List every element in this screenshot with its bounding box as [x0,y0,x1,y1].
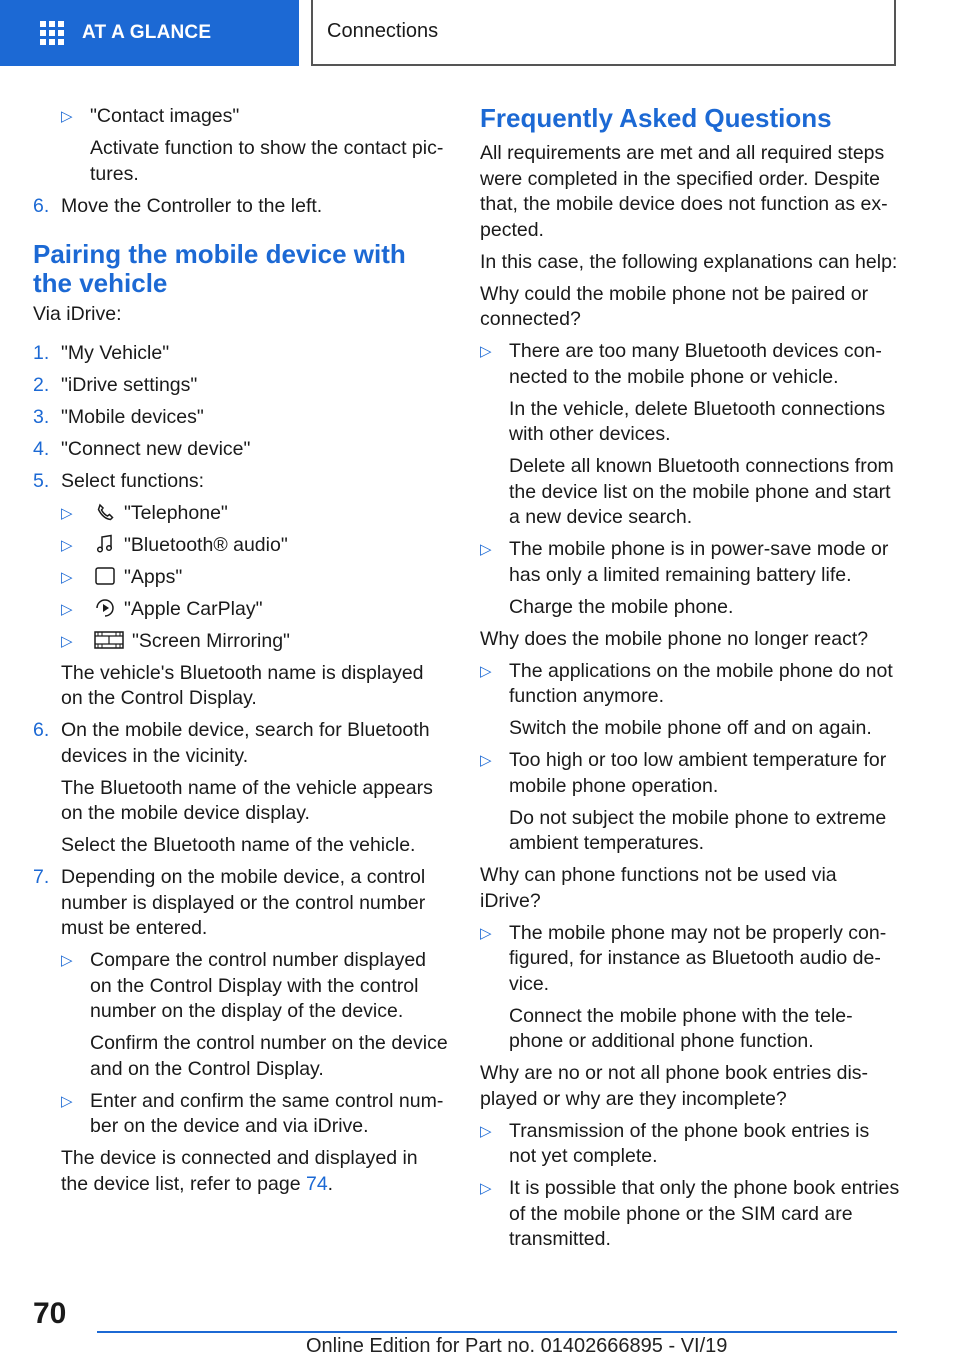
phone-icon [94,502,116,522]
right-column: Frequently Asked Questions All requirements are met and all required steps were completed in the specified order. Despite that, the mobile device does not function as ex-pected. In this case, the following explanations can help: Why could the mobile phone not be paired or connected? ▷ There are too many Bluetooth devices con-nected to the mobile phone or vehicle. In the vehicle, delete Bluetooth connections with other devices. Delete all known Bluetooth connections from the device list on the mobile phone and start a new device search. ▷ The mobile phone is in power-save mode or has only a limited remaining battery life. Charge the mobile phone. Why does the mobile phone no longer react? ▷ The applications on the mobile phone do not function anymore. Switch the mobile phone off and on again. ▷ Too high or too low ambient temperature for mobile phone operation. Do not subject the mobile phone to extreme ambient temperatures. Why can phone functions not be used via iDrive? ▷ The mobile phone may not be properly con-figured, for instance as Bluetooth audio de-vice. Connect the mobile phone with the tele-phone or additional phone function. Why are no or not all phone book entries dis-played or why are they incomplete? ▷ Transmission of the phone book entries is not yet complete. ▷ It is possible that only the phone book entries of the mobile phone or the SIM card are transmitted. [480,104,900,1259]
list-item: ▷ Too high or too low ambient temperature for mobile phone operation. Do not subject the mobile phone to extreme ambient temperatures. [480,748,900,857]
list-item: 1. "My Vehicle" [33,341,170,364]
question: Why could the mobile phone not be paired or connected? [480,282,869,330]
bullet-triangle-icon: ▷ [480,1180,492,1197]
question: Why does the mobile phone no longer react? [480,627,869,650]
list-item: ▷ The applications on the mobile phone do not function anymore. Switch the mobile phone off and on again. [480,659,900,742]
bullet-triangle-icon: ▷ [61,536,73,554]
functions-note: The vehicle's Bluetooth name is displayed on the Control Display. [61,661,424,709]
bullet-triangle-icon: ▷ [480,1122,492,1140]
list-item: 2. "iDrive settings" [33,373,198,396]
carplay-icon [94,598,116,618]
bullet-triangle-icon: ▷ [61,600,73,618]
list-item: ▷ Compare the control number displayed on the Control Display with the control number on the display of the device. Confirm the control number on the device and on the Control Display. [61,948,448,1082]
section-heading: Frequently Asked Questions [480,103,832,133]
bullet-triangle-icon: ▷ [61,568,73,586]
list-item: ▷ "Contact images" Activate function to show the contact pic-tures. [61,104,448,187]
bullet-triangle-icon: ▷ [480,662,492,680]
grid-icon [40,21,64,45]
list-item: 6. Move the Controller to the left. [33,194,323,217]
via-text: Via iDrive: [33,303,122,325]
list-item: ▷ "Screen Mirroring" [61,629,448,655]
list-item: ▷ "Apps" [61,565,448,591]
list-item: 5. Select functions: [33,469,205,492]
list-item: ▷ Enter and confirm the same control num-ber on the device and via iDrive. [61,1089,448,1140]
bullet-triangle-icon: ▷ [480,541,492,558]
bullet-triangle-icon: ▷ [61,952,73,969]
list-item: ▷ Transmission of the phone book entries is not yet complete. [480,1119,900,1170]
at-a-glance-label: AT A GLANCE [82,22,212,44]
left-column [33,104,448,1204]
bullet-triangle-icon: ▷ [480,924,492,942]
list-item: 7. Depending on the mobile device, a control number is displayed or the control number must be entered. ▷ Compare the control number displayed on the Control Display with the control number on the display of the device. Confirm the control number on the device and on the Control Display. ▷ Enter and confirm the same control num-ber on the device and via iDrive. [33,865,448,1140]
list-item: 4. "Connect new device" [33,437,251,460]
list-item: ▷ The mobile phone is in power-save mode or has only a limited remaining battery life. Charge the mobile phone. [480,537,900,620]
bullet-triangle-icon: ▷ [61,504,73,522]
functions-list [61,501,448,655]
list-item: ▷ "Apple CarPlay" [61,597,448,623]
question: Why are no or not all phone book entries dis-played or why are they incomplete? [480,1062,869,1110]
list-item: ▷ "Bluetooth® audio" [61,533,448,559]
bullet-triangle-icon: ▷ [480,752,492,769]
section-label: Connections [327,20,439,43]
question: Why can phone functions not be used via iDrive? [480,864,837,912]
closing-text: The device is connected and displayed in the device list, refer to page 74. [61,1147,418,1195]
page-number: 70 [33,1297,67,1330]
edition-text: Online Edition for Part no. 01402666895 - VI/19 [306,1335,728,1357]
screen-mirroring-icon [94,630,124,650]
bullet-triangle-icon: ▷ [480,343,492,360]
apps-icon [94,566,116,586]
list-item: ▷ It is possible that only the phone book entries of the mobile phone or the SIM card are transmitted. [480,1176,900,1253]
section-heading: Pairing the mobile device with the vehicle [33,239,406,298]
list-item: ▷ There are too many Bluetooth devices con-nected to the mobile phone or vehicle. In the vehicle, delete Bluetooth connections with other devices. Delete all known Bluetooth connections from the device list on the mobile phone and start a new device search. [480,339,900,531]
bullet-triangle-icon: ▷ [61,632,73,650]
page-link[interactable]: 74 [305,1172,328,1195]
list-item: 6. On the mobile device, search for Bluetooth devices in the vicinity. The Bluetooth name of the vehicle appears on the mobile device display. Select the Bluetooth name of the vehicle. [33,719,433,856]
bullet-triangle-icon: ▷ [61,1092,73,1110]
list-item: 3. "Mobile devices" [33,405,204,428]
section-tab[interactable] [311,0,896,66]
list-item: ▷ The mobile phone may not be properly con-figured, for instance as Bluetooth audio de-vice. Connect the mobile phone with the tele-phone or additional phone function. [480,921,900,1055]
bullet-triangle-icon: ▷ [61,108,73,125]
top-bar [0,0,960,66]
at-a-glance-tab[interactable] [0,0,299,66]
list-item: ▷ "Telephone" [61,501,448,527]
music-note-icon [94,534,116,554]
